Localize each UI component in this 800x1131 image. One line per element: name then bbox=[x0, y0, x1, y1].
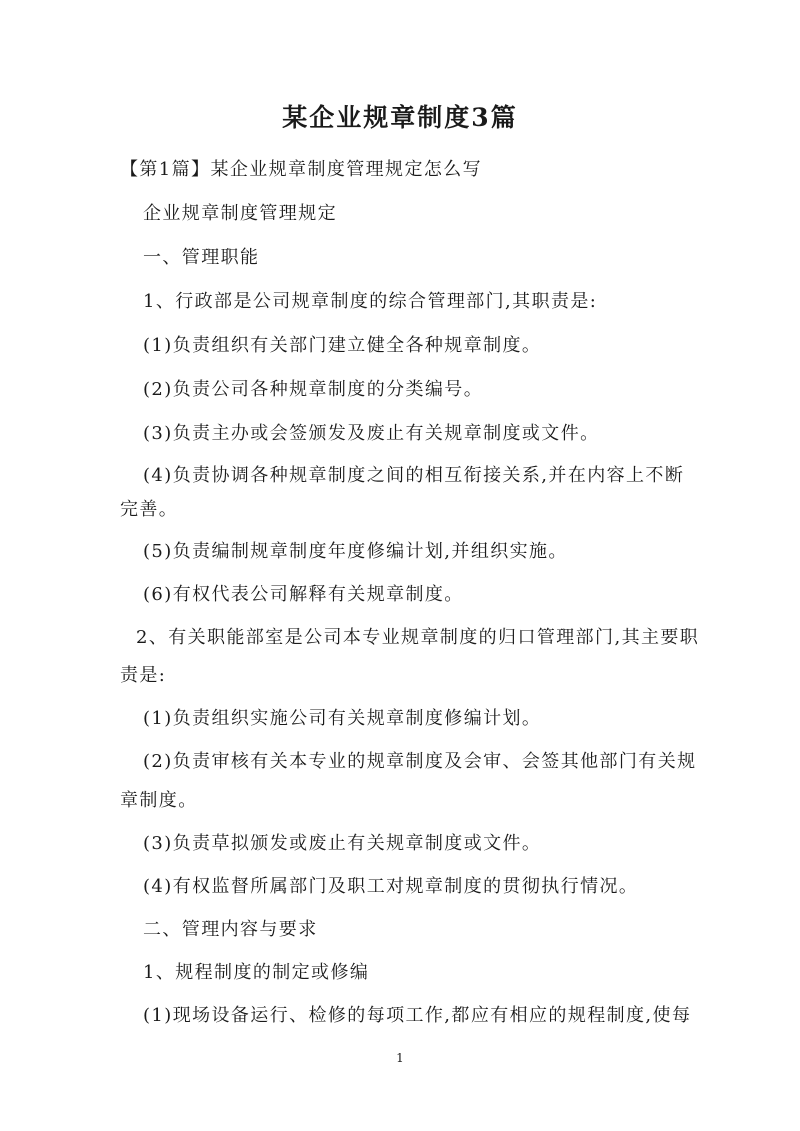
paragraph-line: 二、管理内容与要求 bbox=[143, 919, 318, 940]
document-title: 某企业规章制度3篇 bbox=[282, 103, 518, 132]
paragraph-line: 完善。 bbox=[120, 499, 179, 520]
paragraph-line: 1、行政部是公司规章制度的综合管理部门,其职责是: bbox=[143, 291, 598, 312]
paragraph-line: (2)负责审核有关本专业的规章制度及会审、会签其他部门有关规 bbox=[143, 751, 697, 772]
paragraph-line: (3)负责主办或会签颁发及废止有关规章制度或文件。 bbox=[143, 423, 600, 444]
paragraph-line: 企业规章制度管理规定 bbox=[143, 203, 337, 224]
paragraph-line: (3)负责草拟颁发或废止有关规章制度或文件。 bbox=[143, 833, 542, 854]
paragraph-line: (6)有权代表公司解释有关规章制度。 bbox=[143, 584, 464, 605]
paragraph-line: 章制度。 bbox=[120, 790, 198, 811]
paragraph-line: 1、规程制度的制定或修编 bbox=[143, 962, 370, 983]
page-number: 1 bbox=[396, 1051, 404, 1065]
paragraph-line: (2)负责公司各种规章制度的分类编号。 bbox=[143, 379, 484, 400]
paragraph-line: (1)负责组织有关部门建立健全各种规章制度。 bbox=[143, 335, 542, 356]
paragraph-line: (4)有权监督所属部门及职工对规章制度的贯彻执行情况。 bbox=[143, 876, 639, 897]
paragraph-line: (5)负责编制规章制度年度修编计划,并组织实施。 bbox=[143, 541, 568, 562]
paragraph-line: 2、有关职能部室是公司本专业规章制度的归口管理部门,其主要职 bbox=[136, 627, 700, 648]
paragraph-line: (1)现场设备运行、检修的每项工作,都应有相应的规程制度,使每 bbox=[143, 1005, 692, 1026]
paragraph-line: (4)负责协调各种规章制度之间的相互衔接关系,并在内容上不断 bbox=[143, 465, 685, 486]
paragraph-line: 责是: bbox=[120, 665, 167, 686]
paragraph-line: 一、管理职能 bbox=[143, 247, 260, 268]
section-heading-part-1: 【第1篇】某企业规章制度管理规定怎么写 bbox=[120, 159, 483, 180]
paragraph-line: (1)负责组织实施公司有关规章制度修编计划。 bbox=[143, 708, 542, 729]
